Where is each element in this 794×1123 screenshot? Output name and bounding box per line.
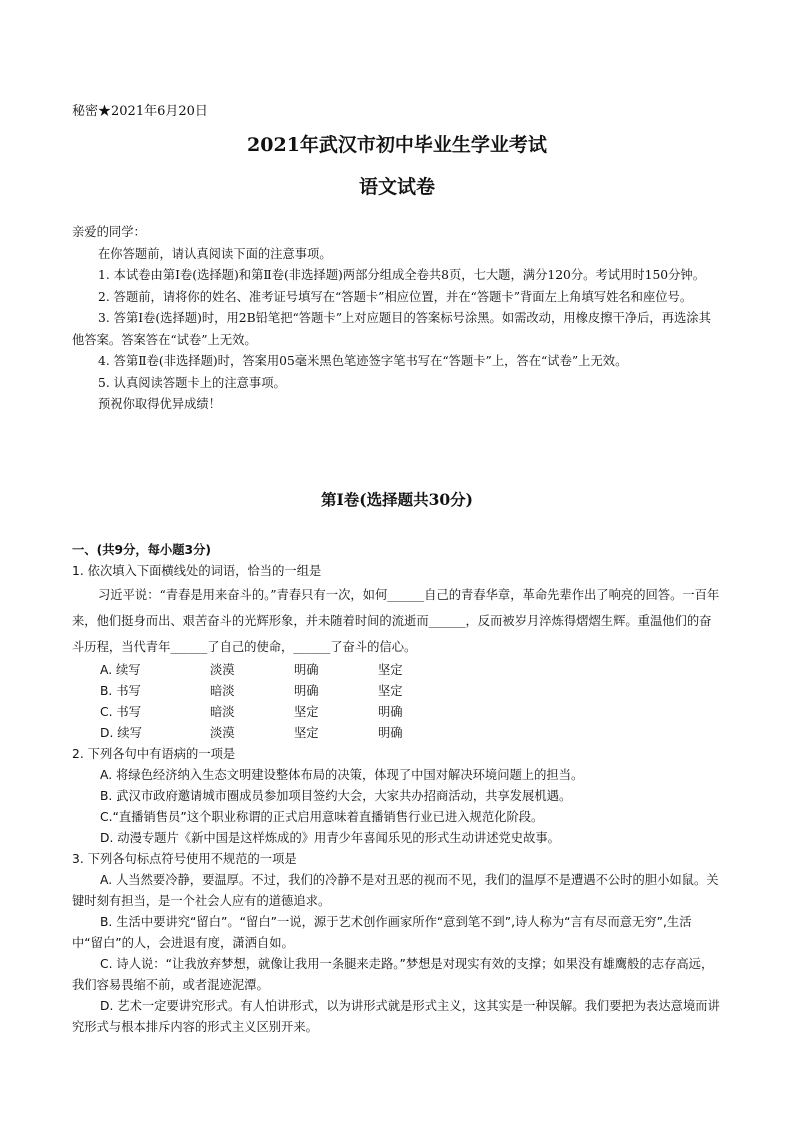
confidential-date: 秘密★2021年6月20日 bbox=[72, 104, 208, 119]
question-2-option: D. 动漫专题片《新中国是这样炼成的》用青少年喜闻乐见的形式生动讲述党史故事。 bbox=[100, 831, 560, 845]
question-1-stem: 1. 依次填入下面横线处的词语，恰当的一组是 bbox=[72, 564, 322, 578]
question-1-options bbox=[72, 660, 722, 744]
option-word: 暗淡 bbox=[210, 705, 235, 719]
question-2-option: B. 武汉市政府邀请城市圈成员参加项目签约大会，大家共办招商活动，共享发展机遇。 bbox=[100, 789, 572, 803]
notice-item: 3. 答第Ⅰ卷(选择题)时，用2B铅笔把“答题卡”上对应题目的答案标号涂黑。如需改动，用橡皮擦干净后，再选涂其他答案。答案答在“试卷”上无效。 bbox=[72, 311, 711, 347]
option-word: 淡漠 bbox=[210, 726, 235, 740]
notice-closing: 预祝你取得优异成绩！ bbox=[98, 397, 221, 411]
question-3-option: D. 艺术一定要讲究形式。有人怕讲形式，以为讲形式就是形式主义，这其实是一种误解。我们要把为表达意境而讲究形式与根本排斥内容的形式主义区别开来。 bbox=[72, 999, 720, 1034]
option-word: 明确 bbox=[378, 705, 403, 719]
option-word: 坚定 bbox=[378, 663, 403, 677]
option-word: 坚定 bbox=[378, 684, 403, 698]
questions bbox=[72, 540, 722, 1038]
option-label: A. 续写 bbox=[100, 663, 141, 677]
option-word: 暗淡 bbox=[210, 684, 235, 698]
question-2-stem: 2. 下列各句中有语病的一项是 bbox=[72, 747, 236, 761]
option-word: 明确 bbox=[294, 663, 319, 677]
option-word: 明确 bbox=[294, 684, 319, 698]
option-label: D. 续写 bbox=[100, 726, 142, 740]
question-2-option: A. 将绿色经济纳入生态文明建设整体布局的决策，体现了中国对解决环境问题上的担当。 bbox=[100, 768, 584, 782]
notice-greeting: 亲爱的同学： bbox=[72, 225, 146, 239]
option-word: 淡漠 bbox=[210, 663, 235, 677]
notice-item: 1. 本试卷由第Ⅰ卷(选择题)和第Ⅱ卷(非选择题)两部分组成全卷共8页，七大题，满分120分。考试用时150分钟。 bbox=[98, 268, 705, 282]
notice-item: 4. 答第Ⅱ卷(非选择题)时，答案用05毫米黑色笔迹签字笔书写在“答题卡”上，答在“试卷”上无效。 bbox=[98, 354, 628, 368]
question-2-option: C.“直播销售员”这个职业称谓的正式启用意味着直播销售行业已进入规范化阶段。 bbox=[100, 810, 544, 824]
exam-title: 2021年武汉市初中毕业生学业考试 bbox=[247, 134, 547, 156]
notice-block bbox=[72, 222, 722, 416]
option-word: 坚定 bbox=[294, 705, 319, 719]
option-row bbox=[100, 723, 722, 744]
notice-intro: 在你答题前，请认真阅读下面的注意事项。 bbox=[98, 246, 332, 261]
exam-subtitle: 语文试卷 bbox=[358, 176, 435, 198]
option-row bbox=[100, 681, 722, 702]
option-row bbox=[100, 702, 722, 723]
part-one-title: 第Ⅰ卷(选择题共30分) bbox=[321, 490, 473, 509]
question-3-stem: 3. 下列各句标点符号使用不规范的一项是 bbox=[72, 852, 297, 866]
question-3-option: C. 诗人说：“让我放弃梦想，就像让我用一条腿来走路。”梦想是对现实有效的支撑；如果没有雄鹰般的志存高远，我们容易畏缩不前，或者混迹泥潭。 bbox=[72, 957, 714, 992]
question-3-option: B. 生活中要讲究“留白”。“留白”一说，源于艺术创作画家所作“意到笔不到”,诗人称为“言有尽而意无穷”,生活中“留白”的人，会进退有度，潇洒自如。 bbox=[72, 915, 692, 950]
notice-item: 2. 答题前，请将你的姓名、准考证号填写在“答题卡”相应位置，并在“答题卡”背面左上角填写姓名和座位号。 bbox=[98, 289, 693, 304]
notice-item: 5. 认真阅读答题卡上的注意事项。 bbox=[98, 375, 286, 390]
section-heading: 一、(共9分，每小题3分) bbox=[72, 543, 212, 557]
option-word: 坚定 bbox=[294, 726, 319, 740]
option-label: B. 书写 bbox=[100, 684, 141, 698]
option-label: C. 书写 bbox=[100, 705, 141, 719]
option-word: 明确 bbox=[378, 726, 403, 740]
question-1-passage: 习近平说：“青春是用来奋斗的。”青春只有一次，如何______自己的青春华章，革命先辈作出了响亮的回答。一百年来，他们挺身而出、艰苦奋斗的光辉形象，并未随着时间的流逝而______，反而被岁月淬炼得熠熠生辉。重温他们的奋斗历程，当代青年______了自己的使命，______了奋斗的信心。 bbox=[72, 588, 720, 654]
question-3-option: A. 人当然要冷静，要温厚。不过，我们的冷静不是对丑恶的视而不见，我们的温厚不是遭遇不公时的胆小如鼠。关键时刻有担当，是一个社会人应有的道德追求。 bbox=[72, 873, 719, 908]
option-row bbox=[100, 660, 722, 681]
